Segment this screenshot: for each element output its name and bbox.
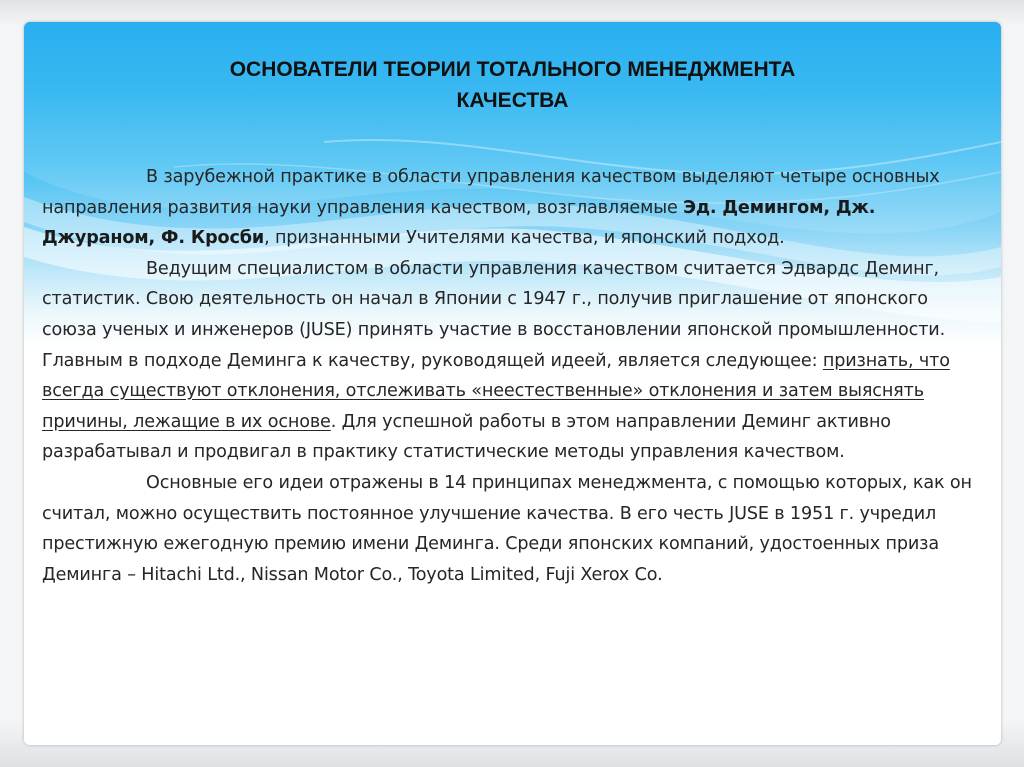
body-text [42,162,972,590]
title-line-2: КАЧЕСТВА [456,89,569,112]
paragraph-1-founders-names: Эд. Демингом, Дж. Джураном, Ф. Кросби [42,197,876,249]
paragraph-2-text-end: . Для успешной работы в этом направлении Деминг активно разрабатывал и продвигал в практику статистические методы управления качеством. [42,411,891,463]
paragraph-3-text: Основные его идеи отражены в 14 принципах менеджмента, с помощью которых, как он считал, можно осуществить постоянное улучшение качества. В его честь JUSE в 1951 г. учредил престижную ежегодную премию имени Деминга. Среди японских компаний, удостоенных приза Деминга – Hitachi Ltd., Nissan Motor Co., Toyota Limited, Fuji Xerox Co. [42,472,972,585]
paragraph-1-text-start: В зарубежной практике в области управления качеством выделяют четыре основных направления развития науки управления качеством, возглавляемые [42,167,940,218]
slide-title [24,54,1001,116]
paragraph-2 [42,254,972,468]
paragraph-1-text-end: , признанными Учителями качества, и японский подход. [264,228,785,249]
paragraph-2-key-idea: признать, что всегда существуют отклонения, отслеживать «неестественные» отклонения и затем выяснять причины, лежащие в их основе [42,350,950,432]
content-panel [24,22,1001,745]
title-line-1: ОСНОВАТЕЛИ ТЕОРИИ ТОТАЛЬНОГО МЕНЕДЖМЕНТА [229,58,796,81]
paragraph-2-text-start: Ведущим специалистом в области управления качеством считается Эдвардс Деминг, статистик. Свою деятельность он начал в Японии с 1947 г., получив приглашение от японского союза ученых и инженеров (JUSE) принять участие в восстановлении японской промышленности. Главным в подходе Деминга к качеству, руководящей идеей, является следующее: [42,258,946,371]
paragraph-3 [42,468,972,590]
paragraph-1 [42,162,972,254]
